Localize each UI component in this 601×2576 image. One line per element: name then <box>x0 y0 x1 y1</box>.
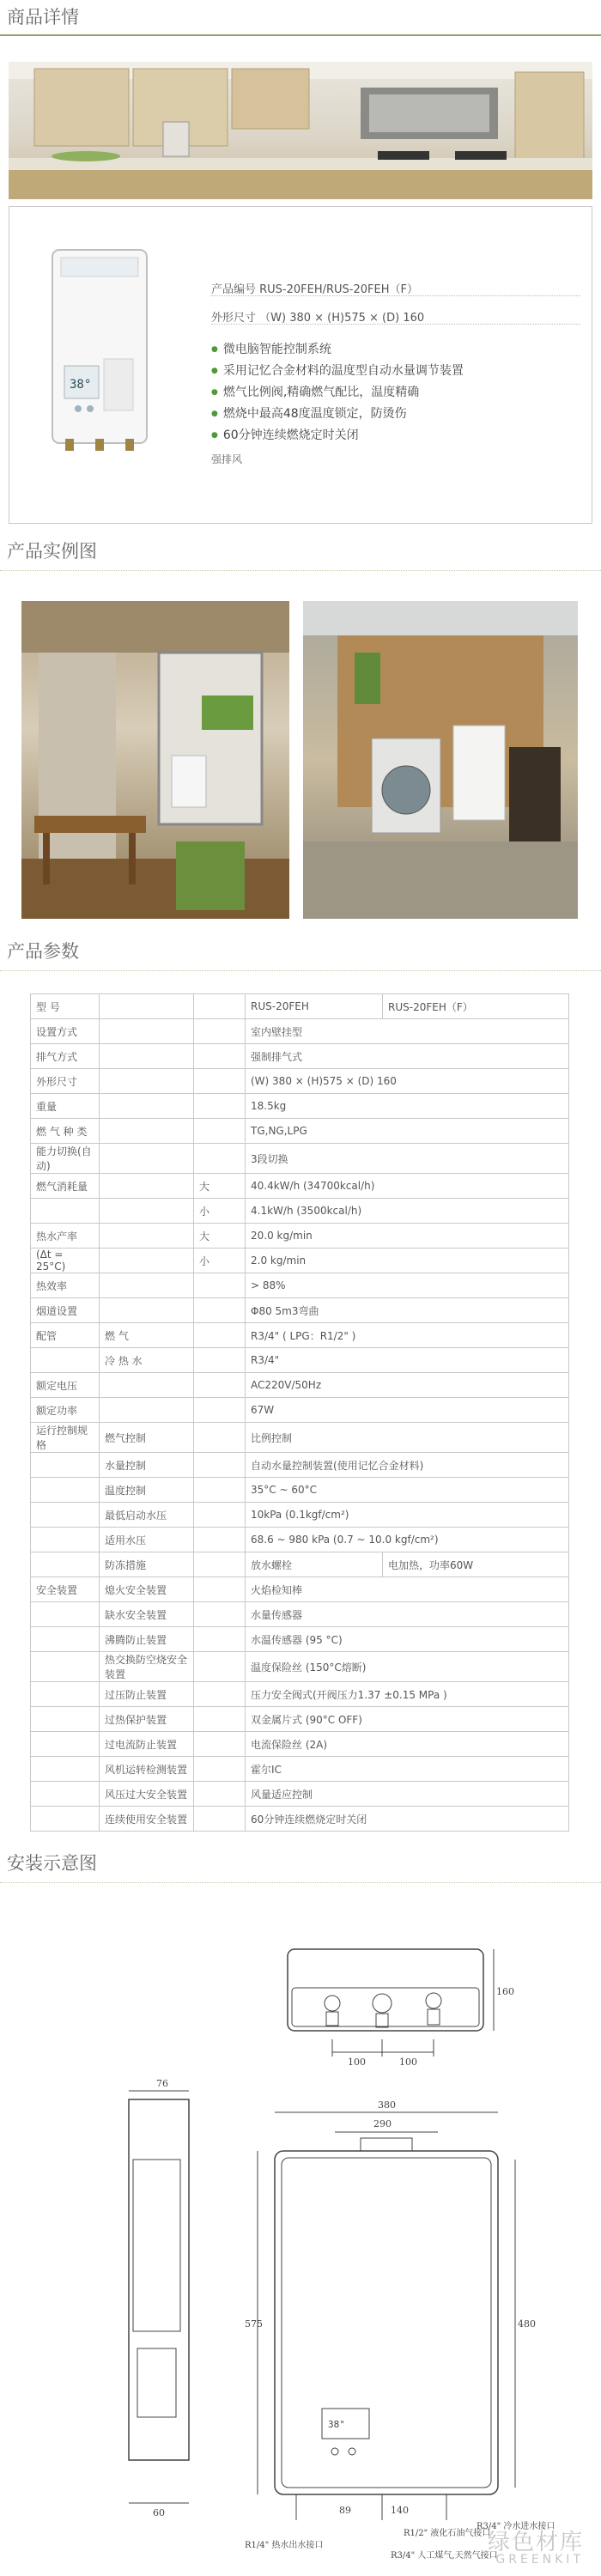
table-cell <box>31 1807 100 1832</box>
table-cell: 小 <box>194 1199 246 1224</box>
table-cell: 霍尔IC <box>246 1757 569 1782</box>
section-title: 安装示意图 <box>7 1853 97 1874</box>
dim-60: 60 <box>153 2507 165 2518</box>
table-cell: 35°C ~ 60°C <box>246 1478 569 1503</box>
table-cell: 小 <box>194 1249 246 1273</box>
table-cell: 10kPa (0.1kgf/cm²) <box>246 1503 569 1528</box>
table-row <box>31 1423 569 1453</box>
table-cell <box>194 1757 246 1782</box>
dim-76: 76 <box>156 2078 168 2089</box>
table-cell: (W) 380 × (H)575 × (D) 160 <box>246 1069 569 1094</box>
table-cell <box>31 1627 100 1652</box>
section-examples <box>0 534 601 568</box>
table-cell <box>194 1398 246 1423</box>
table-cell: 18.5kg <box>246 1094 569 1119</box>
product-model: 产品编号 RUS-20FEH/RUS-20FEH（F） <box>211 283 418 296</box>
table-cell: 温度保险丝 (150°C熔断) <box>246 1652 569 1682</box>
kitchen-photo <box>9 62 592 199</box>
table-cell: 燃 气 <box>100 1323 194 1348</box>
feature-item: ● 采用记忆合金材料的温度型自动水量调节装置 <box>211 361 464 379</box>
table-cell: 风量适应控制 <box>246 1782 569 1807</box>
table-row <box>31 1348 569 1373</box>
table-cell: 防冻措施 <box>100 1552 194 1577</box>
table-row <box>31 1682 569 1707</box>
table-cell <box>194 1119 246 1144</box>
table-cell <box>100 1044 194 1069</box>
table-cell <box>194 1682 246 1707</box>
table-cell: 比例控制 <box>246 1423 569 1453</box>
table-cell: 熄火安全装置 <box>100 1577 194 1602</box>
dim-380: 380 <box>378 2099 396 2111</box>
divider <box>0 1882 601 1883</box>
label-gas: R1/2" 液化石油气接口 <box>404 2529 491 2538</box>
table-cell: 水温传感器 (95 °C) <box>246 1627 569 1652</box>
watermark-en: GREENKIT <box>495 2553 584 2567</box>
table-cell <box>100 1094 194 1119</box>
table-row <box>31 994 569 1019</box>
table-row <box>31 1144 569 1174</box>
table-cell <box>100 1069 194 1094</box>
table-cell <box>31 1782 100 1807</box>
table-cell: (Δt = 25°C) <box>31 1249 100 1273</box>
table-cell: 额定功率 <box>31 1398 100 1423</box>
table-cell: 配管 <box>31 1323 100 1348</box>
table-cell: 水量传感器 <box>246 1602 569 1627</box>
dim-575: 575 <box>245 2318 263 2330</box>
table-cell: 风机运转检测装置 <box>100 1757 194 1782</box>
product-size: 外形尺寸 （W) 380 × (H)575 × (D) 160 <box>211 312 425 325</box>
table-row <box>31 1069 569 1094</box>
dim-140: 140 <box>391 2505 409 2516</box>
table-cell: 适用水压 <box>100 1528 194 1552</box>
dim-160: 160 <box>496 1986 514 1997</box>
label-cold-in: R3/4" 冷水进水接口 <box>477 2522 555 2531</box>
table-cell <box>194 1423 246 1453</box>
balcony-photo <box>21 601 289 919</box>
spec-divider <box>211 324 580 325</box>
table-cell: 烟道设置 <box>31 1298 100 1323</box>
table-cell <box>194 1323 246 1348</box>
table-cell: 2.0 kg/min <box>246 1249 569 1273</box>
table-cell <box>31 1757 100 1782</box>
table-cell: 燃 气 种 类 <box>31 1119 100 1144</box>
table-cell: 外形尺寸 <box>31 1069 100 1094</box>
table-cell <box>194 1144 246 1174</box>
table-cell <box>31 1348 100 1373</box>
table-row <box>31 1273 569 1298</box>
table-cell: Φ80 5m3弯曲 <box>246 1298 569 1323</box>
table-cell <box>194 1348 246 1373</box>
table-cell: 20.0 kg/min <box>246 1224 569 1249</box>
table-cell <box>100 1174 194 1199</box>
table-cell: 热效率 <box>31 1273 100 1298</box>
table-cell <box>194 1732 246 1757</box>
dim-480: 480 <box>518 2318 536 2330</box>
table-row <box>31 1019 569 1044</box>
section-title: 产品参数 <box>7 941 79 962</box>
table-cell: 沸腾防止装置 <box>100 1627 194 1652</box>
table-row <box>31 1478 569 1503</box>
table-cell <box>31 1528 100 1552</box>
table-cell: 安全装置 <box>31 1577 100 1602</box>
table-cell: RUS-20FEH <box>246 994 383 1019</box>
table-row <box>31 1398 569 1423</box>
table-cell: 强制排气式 <box>246 1044 569 1069</box>
section-title: 商品详情 <box>7 7 79 27</box>
table-cell <box>31 1478 100 1503</box>
table-cell: 4.1kW/h (3500kcal/h) <box>246 1199 569 1224</box>
table-cell: 过电流防止装置 <box>100 1732 194 1757</box>
table-row <box>31 1732 569 1757</box>
table-cell <box>194 1528 246 1552</box>
table-row <box>31 1782 569 1807</box>
table-row <box>31 1528 569 1552</box>
table-row <box>31 1373 569 1398</box>
section-install <box>0 1846 601 1880</box>
table-cell: 冷 热 水 <box>100 1348 194 1373</box>
table-cell <box>31 1602 100 1627</box>
feature-item: ● 60分钟连续燃烧定时关闭 <box>211 426 359 443</box>
table-cell: RUS-20FEH（F） <box>383 994 569 1019</box>
table-cell: 缺水安全装置 <box>100 1602 194 1627</box>
table-cell <box>194 1652 246 1682</box>
label-gas2: R3/4" 人工煤气,天然气接口 <box>391 2551 498 2561</box>
table-row <box>31 1094 569 1119</box>
divider <box>0 570 601 571</box>
table-cell <box>100 1199 194 1224</box>
table-cell: 大 <box>194 1224 246 1249</box>
table-cell <box>31 1199 100 1224</box>
section-params <box>0 934 601 969</box>
table-cell <box>194 1807 246 1832</box>
table-cell <box>194 1627 246 1652</box>
table-row <box>31 1807 569 1832</box>
table-cell: 室内壁挂型 <box>246 1019 569 1044</box>
watermark-cn: 绿色材库 <box>487 2530 584 2555</box>
table-cell <box>194 1094 246 1119</box>
table-cell: 连续使用安全装置 <box>100 1807 194 1832</box>
feature-item: ● 微电脑智能控制系统 <box>211 340 331 357</box>
table-cell: 3段切换 <box>246 1144 569 1174</box>
table-cell: 热交换防空烧安全装置 <box>100 1652 194 1682</box>
table-cell <box>194 1478 246 1503</box>
table-cell <box>194 1782 246 1807</box>
table-cell: 电加热，功率60W <box>383 1552 569 1577</box>
table-row <box>31 1224 569 1249</box>
table-cell <box>194 1707 246 1732</box>
table-cell <box>194 1373 246 1398</box>
divider <box>0 970 601 971</box>
table-cell <box>100 1298 194 1323</box>
table-row <box>31 1298 569 1323</box>
table-cell <box>100 1119 194 1144</box>
table-cell <box>100 1019 194 1044</box>
table-row <box>31 1323 569 1348</box>
label-hot-out: R1/4" 热水出水接口 <box>245 2541 324 2550</box>
table-cell <box>194 1602 246 1627</box>
table-cell: 排气方式 <box>31 1044 100 1069</box>
table-cell <box>194 1552 246 1577</box>
table-cell: AC220V/50Hz <box>246 1373 569 1398</box>
table-cell: > 88% <box>246 1273 569 1298</box>
table-cell: R3/4" ( LPG：R1/2" ) <box>246 1323 569 1348</box>
table-row <box>31 1453 569 1478</box>
section-details <box>0 0 601 34</box>
table-cell: 重量 <box>31 1094 100 1119</box>
table-cell: 双金属片式 (90°C OFF) <box>246 1707 569 1732</box>
table-cell: 过热保护装置 <box>100 1707 194 1732</box>
table-cell: 设置方式 <box>31 1019 100 1044</box>
front-display: 38° <box>328 2419 345 2430</box>
feature-item: ● 燃烧中最高48度温度锁定，防烫伤 <box>211 404 407 422</box>
table-cell <box>194 1298 246 1323</box>
table-row <box>31 1552 569 1577</box>
table-cell: 40.4kW/h (34700kcal/h) <box>246 1174 569 1199</box>
table-cell: 过压防止装置 <box>100 1682 194 1707</box>
table-row <box>31 1044 569 1069</box>
table-cell <box>194 1273 246 1298</box>
table-cell: 电流保险丝 (2A) <box>246 1732 569 1757</box>
table-cell <box>100 1273 194 1298</box>
table-cell <box>100 1249 194 1273</box>
table-cell <box>100 1224 194 1249</box>
table-cell <box>194 1019 246 1044</box>
table-cell: 温度控制 <box>100 1478 194 1503</box>
table-cell: 风压过大安全装置 <box>100 1782 194 1807</box>
table-row <box>31 1577 569 1602</box>
dim-100-b: 100 <box>399 2057 417 2068</box>
table-cell: 68.6 ~ 980 kPa (0.7 ~ 10.0 kgf/cm²) <box>246 1528 569 1552</box>
table-cell: TG,NG,LPG <box>246 1119 569 1144</box>
feature-item: ● 燃气比例阀,精确燃气配比，温度精确 <box>211 383 419 400</box>
table-row <box>31 1199 569 1224</box>
table-cell <box>31 1503 100 1528</box>
table-cell: 运行控制规格 <box>31 1423 100 1453</box>
table-cell: 火焰检知棒 <box>246 1577 569 1602</box>
dim-89: 89 <box>339 2505 351 2516</box>
spec-divider <box>211 295 580 296</box>
table-cell <box>194 994 246 1019</box>
table-cell: 最低启动水压 <box>100 1503 194 1528</box>
table-cell: 燃气控制 <box>100 1423 194 1453</box>
table-cell <box>31 1707 100 1732</box>
table-row <box>31 1249 569 1273</box>
install-diagram <box>0 1902 601 2572</box>
table-row <box>31 1119 569 1144</box>
table-cell <box>194 1044 246 1069</box>
table-cell <box>194 1453 246 1478</box>
table-row <box>31 1174 569 1199</box>
table-cell <box>31 1652 100 1682</box>
table-cell: R3/4" <box>246 1348 569 1373</box>
dim-290: 290 <box>373 2118 392 2129</box>
divider <box>0 34 601 36</box>
table-cell: 水量控制 <box>100 1453 194 1478</box>
table-cell: 自动水量控制装置(使用记忆合金材料) <box>246 1453 569 1478</box>
table-cell <box>100 1144 194 1174</box>
table-cell: 燃气消耗量 <box>31 1174 100 1199</box>
product-card <box>9 206 592 524</box>
table-cell: 放水螺栓 <box>246 1552 383 1577</box>
patio-photo <box>303 601 578 919</box>
table-row <box>31 1503 569 1528</box>
table-cell <box>31 1552 100 1577</box>
table-cell: 压力安全阀式(开阀压力1.37 ±0.15 MPa ) <box>246 1682 569 1707</box>
dim-100-a: 100 <box>348 2057 366 2068</box>
table-row <box>31 1757 569 1782</box>
table-cell: 能力切换(自动) <box>31 1144 100 1174</box>
section-title: 产品实例图 <box>7 541 97 562</box>
table-row <box>31 1707 569 1732</box>
table-cell <box>194 1503 246 1528</box>
brand-note: 强排风 <box>211 453 243 465</box>
spec-table <box>30 993 569 1832</box>
table-cell: 60分钟连续燃烧定时关闭 <box>246 1807 569 1832</box>
table-cell <box>100 1398 194 1423</box>
table-cell <box>31 1453 100 1478</box>
table-cell <box>100 1373 194 1398</box>
table-cell <box>100 994 194 1019</box>
table-row <box>31 1652 569 1682</box>
table-cell: 额定电压 <box>31 1373 100 1398</box>
table-cell: 67W <box>246 1398 569 1423</box>
table-row <box>31 1627 569 1652</box>
table-cell <box>31 1732 100 1757</box>
table-cell <box>194 1577 246 1602</box>
table-cell: 型 号 <box>31 994 100 1019</box>
table-cell: 大 <box>194 1174 246 1199</box>
table-cell <box>194 1069 246 1094</box>
table-cell: 热水产率 <box>31 1224 100 1249</box>
table-cell <box>31 1682 100 1707</box>
heater-display: 38° <box>70 378 92 392</box>
heater-image <box>35 246 164 460</box>
table-row <box>31 1602 569 1627</box>
